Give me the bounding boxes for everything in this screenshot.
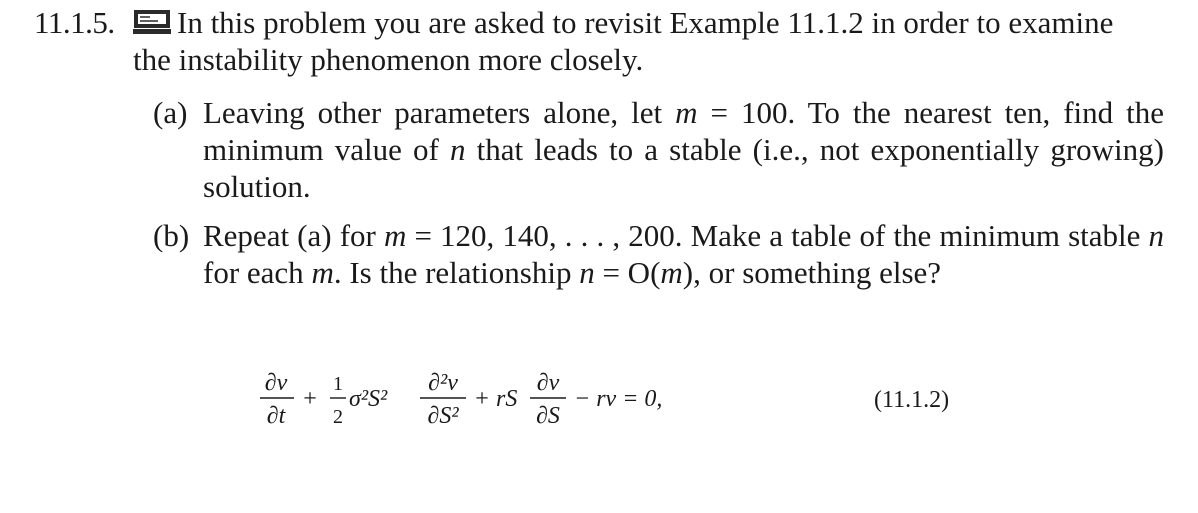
part-b-label: (b) (153, 218, 190, 253)
part-b (153, 217, 1164, 291)
part-b-text-2: Make a table of the minimum stable (682, 218, 1149, 253)
part-b-text-4: . Is the relationship (333, 255, 580, 290)
var-m: m (383, 218, 407, 253)
part-b-text-5: = O( (594, 255, 661, 290)
equation-number: (11.1.2) (874, 387, 950, 413)
eq-ds2: ∂S² (427, 403, 459, 429)
intro-line-1: In this problem you are asked to revisit Example 11.1.2 in order to examine (177, 5, 1114, 40)
part-a-text-1: Leaving other parameters alone, let (203, 95, 676, 130)
part-b-text-6: ), or something else? (682, 255, 942, 290)
part-b-text-3: for each (203, 255, 312, 290)
eq-ds: ∂S (536, 403, 560, 429)
var-m: m (660, 255, 683, 290)
var-n: n (579, 255, 595, 290)
problem-11-1-5 (34, 4, 1164, 303)
eq-rs: rS (496, 386, 518, 412)
eq-dt: ∂t (266, 403, 286, 429)
var-m: m (675, 95, 698, 130)
part-a (153, 94, 1164, 205)
part-a-eq: = 100. (697, 95, 796, 130)
eq-plus-1: + (303, 386, 317, 412)
part-a-text-2: To the nearest ten, find the minimum value of (203, 95, 1164, 167)
eq-d2v: ∂²v (428, 370, 458, 396)
var-n: n (449, 132, 466, 167)
part-a-label: (a) (153, 95, 188, 130)
eq-dv: ∂v (264, 370, 288, 396)
eq-sigma-s: σ²S² (349, 386, 388, 412)
eq-tail: − rv = 0, (574, 386, 663, 412)
part-a-text-3: that leads to a stable (i.e., not exponentially growing) solution. (203, 132, 1164, 204)
part-b-text-1: Repeat (a) for (203, 218, 384, 253)
eq-plus-2: + (475, 386, 489, 412)
problem-statement (34, 4, 1164, 78)
eq-two: 2 (333, 406, 343, 428)
var-n: n (1148, 218, 1165, 253)
eq-dv-2: ∂v (536, 370, 560, 396)
eq-one: 1 (333, 373, 343, 395)
var-m: m (311, 255, 334, 290)
problem-number: 11.1.5. (34, 5, 115, 40)
part-b-eq: = 120, 140, . . . , 200. (406, 218, 683, 253)
computer-icon (133, 9, 171, 35)
intro-line-2: the instability phenomenon more closely. (133, 42, 644, 77)
parts-list (34, 94, 1164, 291)
